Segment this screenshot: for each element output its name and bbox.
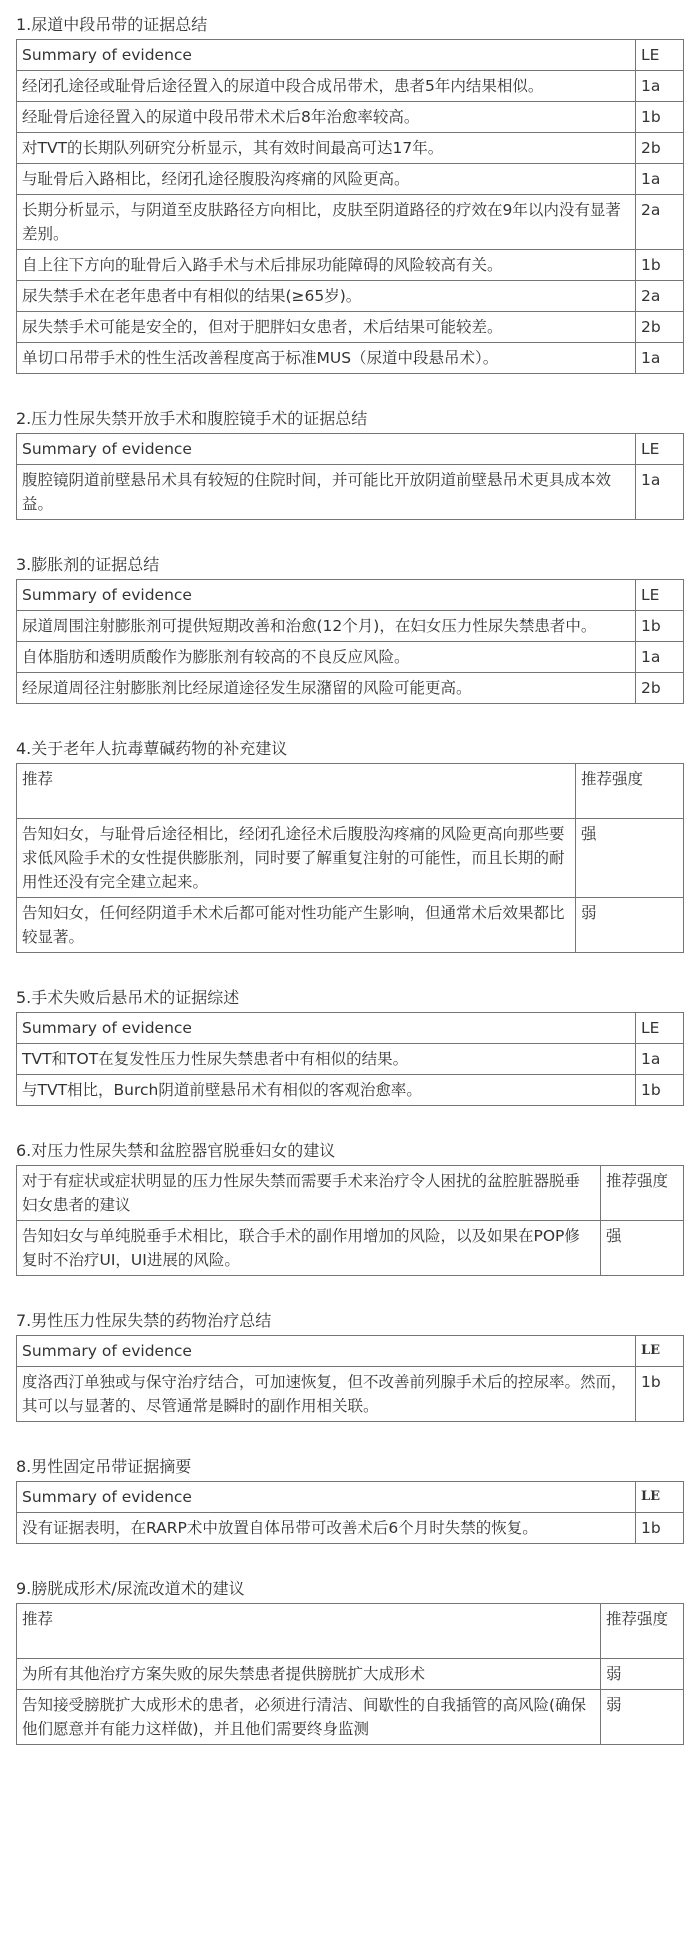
le-cell: 1b — [636, 250, 684, 281]
evidence-table — [16, 433, 684, 520]
evidence-cell: TVT和TOT在复发性压力性尿失禁患者中有相似的结果。 — [17, 1044, 636, 1075]
table-row — [17, 1044, 684, 1075]
recommendation-cell: 告知妇女，与耻骨后途径相比，经闭孔途径术后腹股沟疼痛的风险更高向那些要求低风险手术的女性提供膨胀剂，同时要了解重复注射的可能性，而且长期的耐用性还没有完全建立起来。 — [17, 819, 576, 898]
evidence-cell: 自上往下方向的耻骨后入路手术与术后排尿功能障碍的风险较高有关。 — [17, 250, 636, 281]
table-row — [17, 1221, 684, 1276]
le-cell: 1a — [636, 343, 684, 374]
table-row — [17, 102, 684, 133]
evidence-cell: 没有证据表明，在RARP术中放置自体吊带可改善术后6个月时失禁的恢复。 — [17, 1513, 636, 1544]
header-cell-le: LE — [636, 434, 684, 465]
evidence-cell: 经尿道周径注射膨胀剂比经尿道途径发生尿潴留的风险可能更高。 — [17, 673, 636, 704]
section-title: 7.男性压力性尿失禁的药物治疗总结 — [16, 1311, 272, 1330]
recommendation-cell: 告知妇女，任何经阴道手术术后都可能对性功能产生影响，但通常术后效果都比较显著。 — [17, 898, 576, 953]
recommendation-table — [16, 1603, 684, 1745]
header-cell-strength: 推荐强度 — [576, 764, 684, 819]
le-cell: 1b — [636, 1367, 684, 1422]
table-row — [17, 642, 684, 673]
le-cell: 2a — [636, 281, 684, 312]
le-cell: 2b — [636, 673, 684, 704]
table-row — [17, 133, 684, 164]
header-cell: Summary of evidence — [17, 580, 636, 611]
section-8 — [16, 1456, 684, 1544]
table-row — [17, 1690, 684, 1745]
le-cell: 2b — [636, 133, 684, 164]
recommendation-cell: 告知接受膀胱扩大成形术的患者，必须进行清洁、间歇性的自我插管的高风险(确保他们愿意并有能力这样做)，并且他们需要终身监测 — [17, 1690, 601, 1745]
header-cell: 对于有症状或症状明显的压力性尿失禁而需要手术来治疗令人困扰的盆腔脏器脱垂妇女患者的建议 — [17, 1166, 601, 1221]
strength-cell: 弱 — [601, 1659, 684, 1690]
le-cell: 1a — [636, 465, 684, 520]
table-row — [17, 1075, 684, 1106]
table-header-row — [17, 1482, 684, 1513]
evidence-cell: 对TVT的长期队列研究分析显示，其有效时间最高可达17年。 — [17, 133, 636, 164]
section-title: 2.压力性尿失禁开放手术和腹腔镜手术的证据总结 — [16, 409, 368, 428]
evidence-cell: 尿失禁手术可能是安全的，但对于肥胖妇女患者，术后结果可能较差。 — [17, 312, 636, 343]
table-header-row — [17, 1336, 684, 1367]
header-cell: Summary of evidence — [17, 1013, 636, 1044]
evidence-table — [16, 1012, 684, 1106]
section-5 — [16, 987, 684, 1106]
le-cell: 2a — [636, 195, 684, 250]
table-row — [17, 1513, 684, 1544]
le-cell: 1a — [636, 71, 684, 102]
evidence-cell: 长期分析显示，与阴道至皮肤路径方向相比，皮肤至阴道路径的疗效在9年以内没有显著差别。 — [17, 195, 636, 250]
evidence-cell: 与TVT相比，Burch阴道前壁悬吊术有相似的客观治愈率。 — [17, 1075, 636, 1106]
le-cell: 1b — [636, 102, 684, 133]
table-row — [17, 71, 684, 102]
evidence-cell: 单切口吊带手术的性生活改善程度高于标准MUS（尿道中段悬吊术）。 — [17, 343, 636, 374]
header-cell: Summary of evidence — [17, 1336, 636, 1367]
le-cell: 1a — [636, 642, 684, 673]
section-title: 5.手术失败后悬吊术的证据综述 — [16, 988, 240, 1007]
section-9 — [16, 1578, 684, 1745]
table-row — [17, 195, 684, 250]
evidence-cell: 尿道周围注射膨胀剂可提供短期改善和治愈(12个月)，在妇女压力性尿失禁患者中。 — [17, 611, 636, 642]
header-cell-le: LE — [636, 1482, 684, 1513]
table-header-row — [17, 764, 684, 819]
header-cell: Summary of evidence — [17, 434, 636, 465]
section-title: 1.尿道中段吊带的证据总结 — [16, 15, 208, 34]
strength-cell: 强 — [576, 819, 684, 898]
table-row — [17, 164, 684, 195]
table-row — [17, 465, 684, 520]
table-row — [17, 673, 684, 704]
section-title: 3.膨胀剂的证据总结 — [16, 555, 160, 574]
header-cell-le: LE — [636, 40, 684, 71]
table-row — [17, 898, 684, 953]
table-row — [17, 1659, 684, 1690]
section-title: 9.膀胱成形术/尿流改道术的建议 — [16, 1579, 245, 1598]
table-row — [17, 343, 684, 374]
evidence-table — [16, 579, 684, 704]
table-header-row — [17, 1604, 684, 1659]
header-cell-le: LE — [636, 1336, 684, 1367]
recommendation-table — [16, 1165, 684, 1276]
le-cell: 1a — [636, 164, 684, 195]
evidence-cell: 腹腔镜阴道前壁悬吊术具有较短的住院时间，并可能比开放阴道前壁悬吊术更具成本效益。 — [17, 465, 636, 520]
header-cell: Summary of evidence — [17, 40, 636, 71]
header-cell-le: LE — [636, 1013, 684, 1044]
evidence-cell: 经闭孔途径或耻骨后途径置入的尿道中段合成吊带术，患者5年内结果相似。 — [17, 71, 636, 102]
section-1 — [16, 14, 684, 374]
evidence-cell: 度洛西汀单独或与保守治疗结合，可加速恢复，但不改善前列腺手术后的控尿率。然而，其可以与显著的、尽管通常是瞬时的副作用相关联。 — [17, 1367, 636, 1422]
strength-cell: 弱 — [576, 898, 684, 953]
le-cell: 1b — [636, 1513, 684, 1544]
strength-cell: 强 — [601, 1221, 684, 1276]
section-title: 8.男性固定吊带证据摘要 — [16, 1457, 192, 1476]
section-4 — [16, 738, 684, 953]
table-header-row — [17, 580, 684, 611]
le-cell: 1b — [636, 1075, 684, 1106]
evidence-cell: 自体脂肪和透明质酸作为膨胀剂有较高的不良反应风险。 — [17, 642, 636, 673]
header-cell-le: LE — [636, 580, 684, 611]
header-cell: 推荐 — [17, 1604, 601, 1659]
table-row — [17, 819, 684, 898]
le-cell: 2b — [636, 312, 684, 343]
table-row — [17, 250, 684, 281]
header-cell: 推荐 — [17, 764, 576, 819]
evidence-table — [16, 1481, 684, 1544]
recommendation-table — [16, 763, 684, 953]
section-title: 4.关于老年人抗毒蕈碱药物的补充建议 — [16, 739, 288, 758]
recommendation-cell: 为所有其他治疗方案失败的尿失禁患者提供膀胱扩大成形术 — [17, 1659, 601, 1690]
evidence-table — [16, 1335, 684, 1422]
table-header-row — [17, 40, 684, 71]
evidence-cell: 经耻骨后途径置入的尿道中段吊带术术后8年治愈率较高。 — [17, 102, 636, 133]
table-header-row — [17, 1166, 684, 1221]
header-cell: Summary of evidence — [17, 1482, 636, 1513]
le-cell: 1b — [636, 611, 684, 642]
evidence-cell: 尿失禁手术在老年患者中有相似的结果(≥65岁)。 — [17, 281, 636, 312]
table-row — [17, 312, 684, 343]
section-2 — [16, 408, 684, 520]
section-title: 6.对压力性尿失禁和盆腔器官脱垂妇女的建议 — [16, 1141, 336, 1160]
table-row — [17, 281, 684, 312]
evidence-table — [16, 39, 684, 374]
recommendation-cell: 告知妇女与单纯脱垂手术相比，联合手术的副作用增加的风险，以及如果在POP修复时不治疗UI，UI进展的风险。 — [17, 1221, 601, 1276]
header-cell-strength: 推荐强度 — [601, 1604, 684, 1659]
evidence-cell: 与耻骨后入路相比，经闭孔途径腹股沟疼痛的风险更高。 — [17, 164, 636, 195]
table-row — [17, 611, 684, 642]
table-row — [17, 1367, 684, 1422]
strength-cell: 弱 — [601, 1690, 684, 1745]
section-7 — [16, 1310, 684, 1422]
section-3 — [16, 554, 684, 704]
table-header-row — [17, 434, 684, 465]
section-6 — [16, 1140, 684, 1276]
le-cell: 1a — [636, 1044, 684, 1075]
table-header-row — [17, 1013, 684, 1044]
header-cell-strength: 推荐强度 — [601, 1166, 684, 1221]
